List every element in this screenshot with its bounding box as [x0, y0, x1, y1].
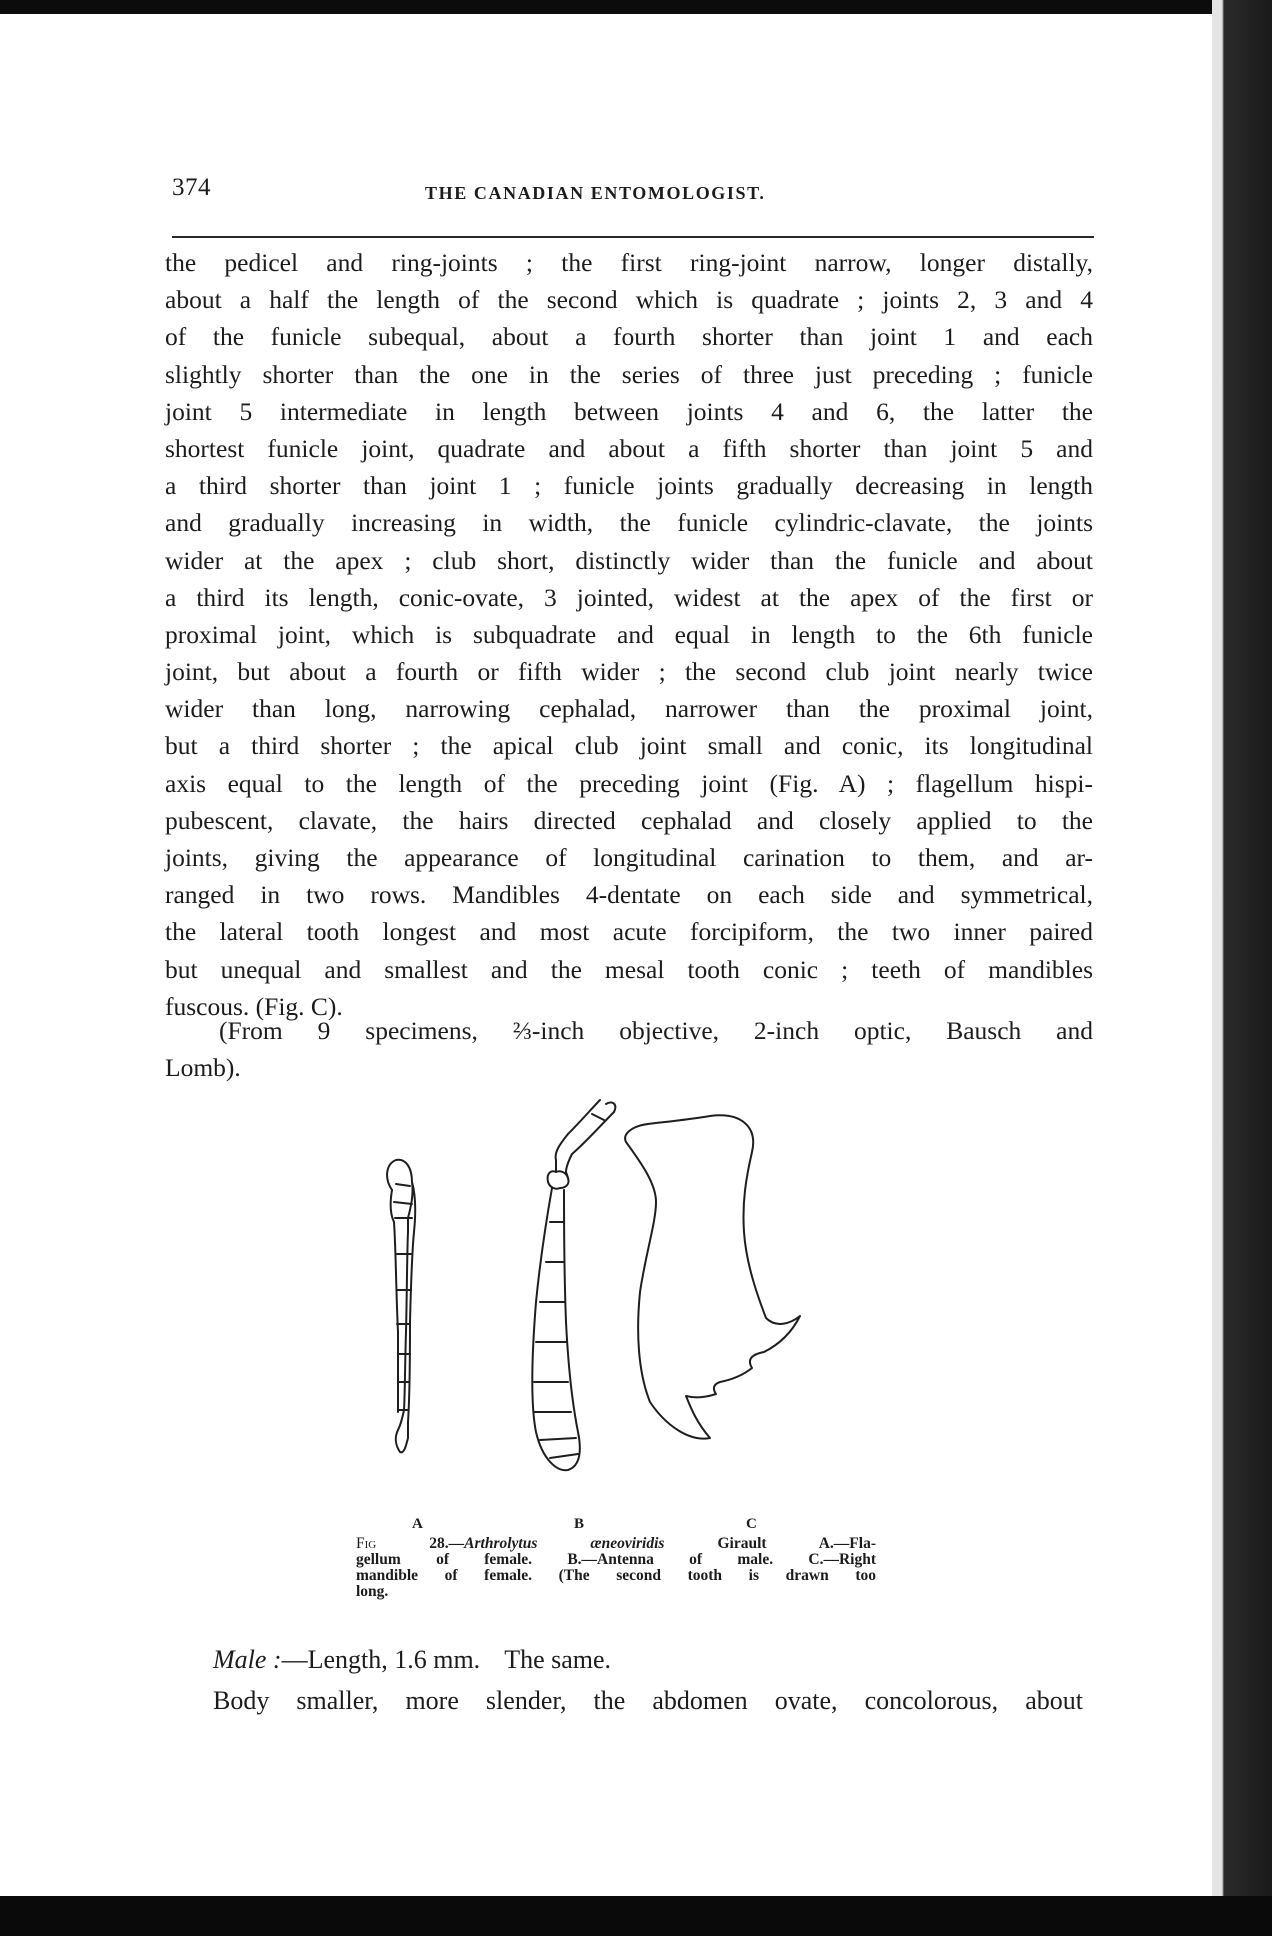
text-line: and gradually increasing in width, the funicle cylindric-clavate, the joints [165, 508, 1093, 538]
figure-label-b: B [574, 1516, 585, 1532]
text-line: Lomb). [165, 1053, 241, 1083]
text-line: joint 5 intermediate in length between joints 4 and 6, the latter the [165, 396, 1093, 426]
male-length: —Length, 1.6 mm. [281, 1645, 481, 1674]
antenna-drawing [532, 1100, 615, 1470]
male-heading-line [213, 1645, 611, 1675]
text-line: fuscous. (Fig. C). [165, 991, 343, 1021]
text-line: the pedicel and ring-joints ; the first ring-joint narrow, longer distally, [165, 248, 1093, 277]
final-text-line: Body smaller, more slender, the abdomen ovate, concolorous, about [213, 1686, 1083, 1715]
text-line: (From 9 specimens, ⅔-inch objective, 2-inch optic, Bausch and [219, 1016, 1093, 1045]
caption-line [356, 1536, 876, 1552]
flagellum-drawing [387, 1160, 415, 1453]
mandible-drawing [625, 1115, 800, 1438]
caption-species: Arthrolytus æneoviridis [464, 1535, 665, 1552]
text-line: the lateral tooth longest and most acute forcipiform, the two inner paired [165, 917, 1093, 947]
text-line: slightly shorter than the one in the series of three just preceding ; funicle [165, 359, 1093, 389]
text-line: joints, giving the appearance of longitudinal carination to them, and ar- [165, 843, 1093, 872]
text-line: but a third shorter ; the apical club joint small and conic, its longitudinal [165, 731, 1093, 761]
scan-bottom-edge [0, 1896, 1272, 1936]
running-head: THE CANADIAN ENTOMOLOGIST. [425, 183, 766, 203]
male-same: The same. [504, 1645, 612, 1674]
text-line: wider than long, narrowing cephalad, narrower than the proximal joint, [165, 694, 1093, 724]
text-line: axis equal to the length of the preceding joint (Fig. A) ; flagellum hispi- [165, 768, 1093, 798]
page-number: 374 [172, 174, 211, 201]
scan-top-edge [0, 0, 1272, 14]
caption-fig-label: Fig [356, 1535, 377, 1552]
text-line: about a half the length of the second which is quadrate ; joints 2, 3 and 4 [165, 285, 1093, 315]
text-line: of the funicle subequal, about a fourth shorter than joint 1 and each [165, 322, 1093, 352]
caption-fig-number: 28.— [429, 1535, 465, 1552]
male-label: Male : [213, 1645, 282, 1674]
text-line: ranged in two rows. Mandibles 4-dentate on each side and symmetrical, [165, 880, 1093, 910]
caption-line: long. [356, 1583, 389, 1600]
figure-drawing [360, 1092, 880, 1492]
text-line: shortest funicle joint, quadrate and about a fifth shorter than joint 5 and [165, 433, 1093, 463]
text-line: a third shorter than joint 1 ; funicle joints gradually decreasing in length [165, 471, 1093, 501]
figure-28 [360, 1092, 880, 1532]
text-line: wider at the apex ; club short, distinctly wider than the funicle and about [165, 545, 1093, 575]
caption-line1-rest: Girault A.—Fla- [664, 1535, 876, 1552]
figure-label-a: A [412, 1516, 423, 1532]
text-line: a third its length, conic-ovate, 3 jointed, widest at the apex of the first or [165, 582, 1093, 612]
paragraph-description [165, 244, 1093, 1025]
text-line: pubescent, clavate, the hairs directed cephalad and closely applied to the [165, 805, 1093, 835]
text-line: joint, but about a fourth or fifth wider ; the second club joint nearly twice [165, 657, 1093, 687]
text-line: but unequal and smallest and the mesal tooth conic ; teeth of mandibles [165, 954, 1093, 984]
figure-caption [356, 1536, 876, 1600]
text-line: proximal joint, which is subquadrate and equal in length to the 6th funicle [165, 619, 1093, 649]
header-rule [172, 236, 1094, 238]
caption-line: gellum of female. B.—Antenna of male. C.—Right [356, 1551, 876, 1568]
caption-line: mandible of female. (The second tooth is drawn too [356, 1567, 876, 1584]
scan-right-edge [1212, 0, 1272, 1936]
figure-label-c: C [746, 1516, 757, 1532]
paragraph-specimens [165, 1012, 1093, 1086]
